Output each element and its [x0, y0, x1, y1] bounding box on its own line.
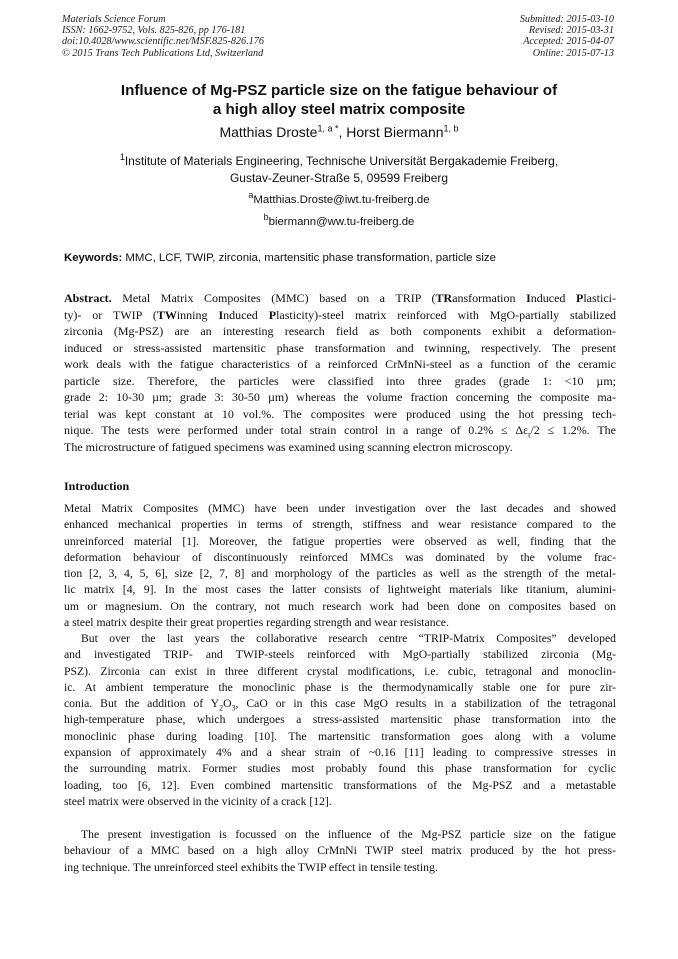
email-author-1[interactable] — [60, 190, 618, 207]
email-author-2[interactable] — [60, 212, 618, 229]
abstract-line: grade 2: 10-30 µm; grade 3: 30-50 µm) whereas the volume fraction concerning the composite ma- — [64, 390, 616, 404]
paragraph-line: ing technique. The unreinforced steel exhibits the TWIP effect in tensile testing. — [64, 860, 438, 874]
author-2: Horst Biermann — [346, 124, 444, 140]
abstract-line — [64, 422, 616, 439]
paragraph-line: enhanced mechanical properties in terms of strength, stiffness and wear resistance compared to the — [64, 518, 616, 532]
abstract-line — [64, 290, 616, 307]
email-b-mark: b — [263, 212, 269, 223]
date-online: Online: 2015-07-13 — [532, 47, 614, 59]
text-run: /2 ≤ 1.2%. The — [530, 423, 617, 437]
paragraph-line: the surrounding matrix. Former studies most probably found this phase transformation for cyclic — [64, 762, 616, 776]
paragraph-line: Metal Matrix Composites (MMC) have been under investigation over the last decades and showed — [64, 502, 616, 515]
email-a-mark: a — [248, 190, 254, 201]
text-run: nduced — [223, 307, 269, 322]
abstract-line: particle size. Therefore, the particles were classified into three grades (grade 1: <10 µm; — [64, 373, 616, 388]
author-list — [60, 123, 618, 141]
date-submitted: Submitted: 2015-03-10 — [519, 14, 614, 25]
subscript: t — [528, 430, 531, 440]
paragraph-line: loading, too [6, 12]. Even combined martensitic transformations of the Mg-PSZ and a metastable — [64, 778, 616, 792]
paragraph-line: tion [2, 3, 4, 5, 6], size [2, 7, 8] and morphology of the particles as well as the strength of the metal- — [64, 567, 616, 581]
date-accepted: Accepted: 2015-04-07 — [523, 36, 614, 48]
paper-title — [60, 81, 618, 119]
text-run: lasticity)-steel matrix reinforced with MgO-partially stabilized — [276, 307, 617, 322]
paragraph-line: monoclinic phase during loading [10]. The martensitic transformation goes along with a volume — [64, 729, 616, 743]
section-heading-introduction: Introduction — [64, 479, 130, 493]
abstract-line: The microstructure of fatigued specimens was examined using scanning electron microscopy. — [64, 439, 513, 454]
journal-name: Materials Science Forum — [62, 14, 166, 25]
title-line-1: Influence of Mg-PSZ particle size on the fatigue behaviour of — [120, 82, 558, 99]
journal-copyright: © 2015 Trans Tech Publications Ltd, Switzerland — [62, 47, 264, 59]
abstract — [64, 290, 616, 455]
author-2-affil-mark: 1, b — [443, 123, 459, 134]
affiliation-line-1: Institute of Materials Engineering, Technische Universität Bergakademie Freiberg, — [124, 154, 559, 168]
intro-paragraph-1 — [64, 501, 616, 631]
abstract-line: induced or stress-assisted martensitic phase transformation and twinning, respectively. The present — [64, 340, 616, 355]
keywords-text: MMC, LCF, TWIP, zirconia, martensitic phase transformation, particle size — [122, 252, 496, 264]
intro-paragraph-3 — [64, 827, 616, 876]
acronym-letter: P — [268, 307, 277, 322]
abstract-line: zirconia (Mg-PSZ) are an interesting research field as both components exhibit a deformation- — [64, 324, 616, 338]
paragraph-line — [64, 696, 616, 712]
text-run: ansformation — [452, 291, 527, 305]
paragraph-line: expansion of approximately 4% and a shear strain of ~0.16 [11] leading to compressive stresses in — [64, 746, 616, 760]
author-1: Matthias Droste — [219, 124, 318, 140]
paragraph-line: um or magnesium. On the contrary, not much research work had been done on composites based on — [64, 599, 616, 613]
text-run: nique. The tests were performed under total strain control in a range of 0.2% ≤ Δε — [64, 423, 529, 437]
subscript: 3 — [231, 703, 236, 713]
author-1-affil-mark: 1, a * — [317, 123, 339, 134]
affiliation-line-2: Gustav-Zeuner-Straße 5, 09599 Freiberg — [229, 171, 449, 185]
text-run: inning — [176, 307, 219, 322]
abstract-label: Abstract. — [64, 291, 112, 305]
text-run: Metal Matrix Composites (MMC) based on a TRIP ( — [111, 291, 436, 305]
acronym-letter: TW — [156, 307, 177, 322]
subscript: 2 — [219, 703, 224, 713]
date-revised: Revised: 2015-03-31 — [528, 25, 614, 37]
paragraph-line: steel matrix were observed in the vicinity of a crack [12]. — [64, 794, 332, 808]
journal-info — [62, 14, 264, 59]
paragraph-line: ic. At ambient temperature the monoclinic phase is the thermodynamically stable one for pure zir- — [64, 680, 616, 694]
title-line-2: a high alloy steel matrix composite — [212, 101, 466, 118]
text-run: conia. But the addition of Y — [64, 697, 220, 711]
intro-paragraph-2 — [64, 631, 616, 810]
paragraph-line: a steel matrix despite their great properties regarding strength and wear resistance. — [64, 616, 449, 630]
keywords-label: Keywords: — [64, 252, 123, 264]
acronym-letter: I — [526, 291, 531, 305]
journal-issn: ISSN: 1662-9752, Vols. 825-826, pp 176-181 — [62, 25, 246, 37]
paragraph-line: lic matrix [4, 9]. In the most cases the latter consists of lightweight materials like titanium, alumini- — [64, 583, 616, 597]
abstract-line: work deals with the fatigue characteristics of a reinforced CrMnNi-steel as a function of the ceramic — [64, 357, 616, 371]
journal-doi: doi:10.4028/www.scientific.net/MSF.825-826.176 — [62, 36, 264, 48]
publication-dates — [520, 14, 614, 59]
text-run: O — [223, 697, 232, 711]
paragraph-line: The present investigation is focussed on the influence of the Mg-PSZ particle size on the fatigue — [81, 828, 616, 841]
paragraph-line: deformation behaviour of discontinuously reinforced MMCs was dominated by the volume frac- — [64, 550, 616, 564]
paragraph-line: unreinforced material [1]. Moreover, the fatigue properties were observed as well, finding that the — [64, 534, 616, 548]
paragraph-line: high-temperature phase, which undergoes a stress-assisted martensitic phase transformation into the — [64, 713, 616, 727]
email-b-address[interactable]: biermann@ww.tu-freiberg.de — [268, 216, 415, 228]
acronym-letter: I — [218, 307, 224, 322]
paragraph-line: and investigated TRIP- and TWIP-steels reinforced with MgO-partially stabilized zirconia (Mg- — [64, 648, 616, 662]
acronym-letter: TR — [435, 291, 453, 305]
email-a-address[interactable]: Matthias.Droste@iwt.tu-freiberg.de — [253, 194, 430, 206]
text-run: ty)- or TWIP ( — [64, 307, 157, 322]
affiliation — [60, 153, 618, 187]
keywords — [64, 251, 616, 265]
acronym-letter: P — [576, 291, 584, 305]
abstract-line — [64, 307, 616, 324]
paragraph-line: But over the last years the collaborative research centre “TRIP-Matrix Composites” developed — [81, 632, 616, 645]
author-separator: , — [338, 124, 347, 140]
abstract-line: terial was kept constant at 10 vol.%. The composites were produced using the hot pressing tech- — [64, 406, 616, 421]
paragraph-line: behaviour of a MMC based on a high alloy CrMnNi TWIP steel matrix produced by the hot press- — [64, 844, 616, 858]
text-run: lastici- — [583, 291, 616, 305]
text-run: , CaO or in this case MgO results in a stabilization of the tetragonal — [235, 697, 616, 711]
text-run: nduced — [530, 291, 576, 305]
paragraph-line: PSZ). Zirconia can exist in three different crystal modifications, i.e. cubic, tetragonal and monoclin- — [64, 664, 616, 678]
affiliation-mark: 1 — [119, 152, 125, 162]
